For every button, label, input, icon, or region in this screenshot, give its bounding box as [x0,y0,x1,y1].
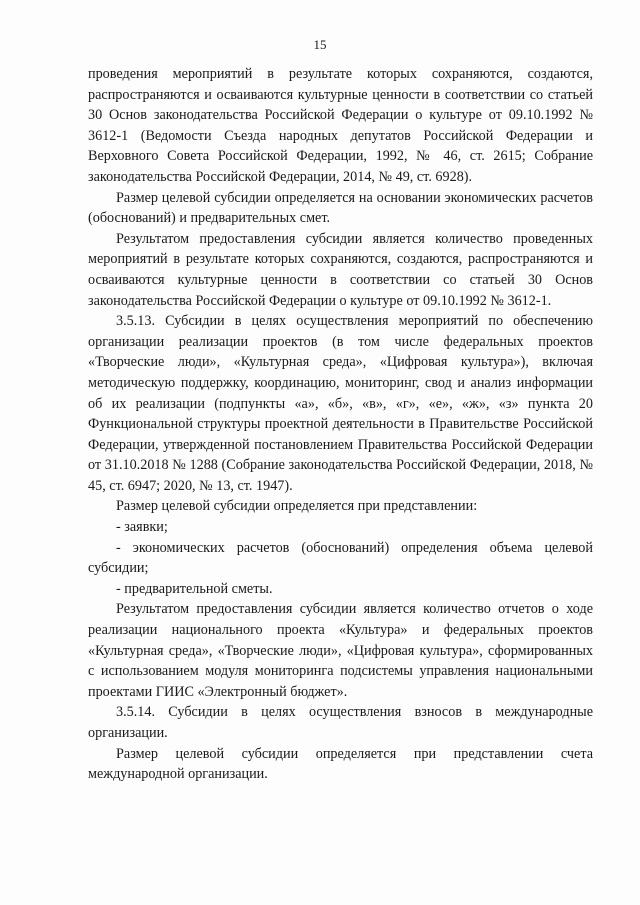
paragraph-subsidy-size-invoice: Размер целевой субсидии определяется при представлении счета международной организации. [88,745,593,783]
paragraph-continuation-events: проведения мероприятий в результате которых сохраняются, создаются, распространяются и осваиваются культурные ценности в соответствии со статьей 30 Основ законодательства Российской Федерации о культуре от 09.10.1992 № 3612-1 (Ведомости Съезда народных депутатов Российской Федерации и Верховного Совета Российской Федерации, 1992, № 46, ст. 2615; Собрание законодательства Российской Федерации, 2014, № 49, ст. 6928). [88,66,593,185]
paragraph-clause-3-5-14: 3.5.14. Субсидии в целях осуществления взносов в международные организации. [88,704,593,741]
paragraph-subsidy-result-events: Результатом предоставления субсидии является количество проведенных мероприятий в результате которых сохраняются, создаются, распространяются и осваиваются культурные ценности в соответствии со статьей 30 Основ законодательства Российской Федерации о культуре от 09.10.1992 № 3612-1. [88,230,593,309]
page-number: 15 [313,37,327,52]
paragraph-subsidy-size-estimates: Размер целевой субсидии определяется на основании экономических расчетов (обоснований) и предварительных смет. [88,189,593,227]
paragraph-clause-3-5-13: 3.5.13. Субсидии в целях осуществления мероприятий по обеспечению организации реализации проектов (в том числе федеральных проектов «Творческие люди», «Культурная среда», «Цифровая культура»), включая методическую поддержку, координацию, мониторинг, свод и анализ информации об их реализации (подпункты «а», «б», «в», «г», «е», «ж», «з» пункта 20 Функциональной структуры проектной деятельности в Правительстве Российской Федерации, утвержденной постановлением Правительства Российской Федерации от 31.10.2018 № 1288 (Собрание законодательства Российской Федерации, 2018, № 45, ст. 6947; 2020, № 13, ст. 1947). [88,313,593,494]
paragraph-subsidy-result-reports: Результатом предоставления субсидии является количество отчетов о ходе реализации национального проекта «Культура» и федеральных проектов «Культурная среда», «Творческие люди», «Цифровая культура», сформированных с использованием модуля мониторинга подсистемы управления национальными проектами ГИИС «Электронный бюджет». [88,601,593,700]
list-item-preliminary-estimate: - предварительной сметы. [116,580,273,597]
document-body [88,64,593,785]
list-item-economic-calculations: - экономических расчетов (обоснований) определения объема целевой субсидии; [88,539,593,577]
list-item-applications: - заявки; [116,519,168,536]
paragraph-subsidy-size-on-submission: Размер целевой субсидии определяется при представлении: [116,498,478,515]
